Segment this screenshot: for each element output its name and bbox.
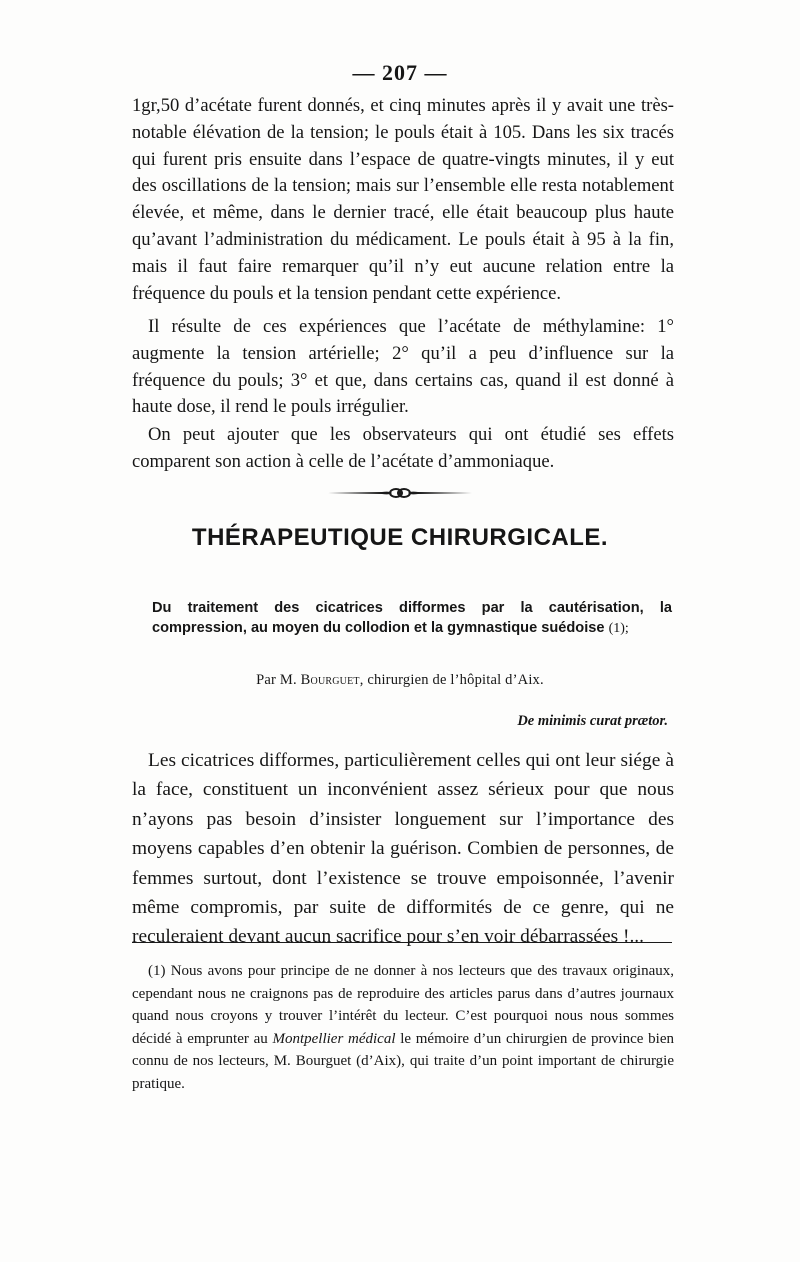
footnote xyxy=(132,960,674,1096)
author-name: Bourguet xyxy=(300,672,360,688)
paragraph-text: 1gr,50 d’acétate furent donnés, et cinq minutes après il y avait une très-notable élévation de la tension; le pouls était à 105. Dans les six tracés qui furent pris ensuite dans l’espace de quatre-vingts minutes, il y eut des oscillations de la tension; mais sur l’ensemble elle resta notablement élevée, et même, dans le dernier tracé, elle était beaucoup plus haute qu’avant l’administration du médicament. Le pouls était à 95 à la fin, mais il faut faire remarquer qu’il n’y eut aucune relation entre la fréquence du pouls et la tension pendant cette expérience. xyxy=(132,95,674,304)
footnote-divider xyxy=(132,942,672,943)
body-paragraph-result xyxy=(132,314,674,421)
author-prefix: Par M. xyxy=(256,672,297,688)
footnote-journal-name: Montpellier médical xyxy=(272,1030,396,1047)
paragraph-text: Les cicatrices difformes, particulièrement celles qui ont leur siége à la face, constituent un inconvénient assez sérieux pour que nous n’ayons pas besoin d’insister longuement sur l’importance des moyens capables d’en obtenir la guérison. Combien de personnes, de femmes surtout, dont l’existence se trouve empoisonnée, l’avenir même compromis, par suite de difformités de ce genre, qui ne reculeraient devant aucun sacrifice pour s’en voir débarrassées !... xyxy=(132,750,674,948)
author-affiliation: , chirurgien de l’hôpital d’Aix. xyxy=(359,672,544,688)
body-paragraph-continuation xyxy=(132,93,674,307)
article-title-text: Du traitement des cicatrices difformes par la cautérisation, la compression, au moyen du collodion et la gymnastique suédoise xyxy=(152,600,672,636)
epigraph: De minimis curat prætor. xyxy=(517,713,668,729)
footnote-reference: (1); xyxy=(608,621,629,636)
paragraph-text: On peut ajouter que les observateurs qui ont étudié ses effets comparent son action à celle de l’acétate d’ammoniaque. xyxy=(132,424,674,472)
body-paragraph-observers xyxy=(132,422,674,476)
article-title xyxy=(152,598,672,639)
footnote-text-part1: (1) Nous avons pour principe de ne donner à nos lecteurs que des travaux originaux, cependant nous ne craignons pas de reproduire des articles parus dans d’autres journaux quand nous croyons y trouver l’intérêt du lecteur. C’est pourquoi nous nous sommes décidé à emprunter au xyxy=(132,963,674,1047)
footnote-text-part2: le mémoire d’un chirurgien de province bien connu de nos lecteurs, M. Bourguet (d’Aix), qui traite d’un point important de chirurgie pratique. xyxy=(132,1030,674,1092)
section-divider-ornament xyxy=(326,484,474,502)
section-title: THÉRAPEUTIQUE CHIRURGICALE. xyxy=(191,524,609,551)
page-number: — 207 — xyxy=(352,60,448,85)
paragraph-text: Il résulte de ces expériences que l’acétate de méthylamine: 1° augmente la tension artérielle; 2° qu’il a peu d’influence sur la fréquence du pouls; 3° et que, dans certains cas, quand il est donné à haute dose, il rend le pouls irrégulier. xyxy=(132,316,674,418)
author-line xyxy=(0,672,800,689)
article-opening-paragraph xyxy=(132,746,674,952)
